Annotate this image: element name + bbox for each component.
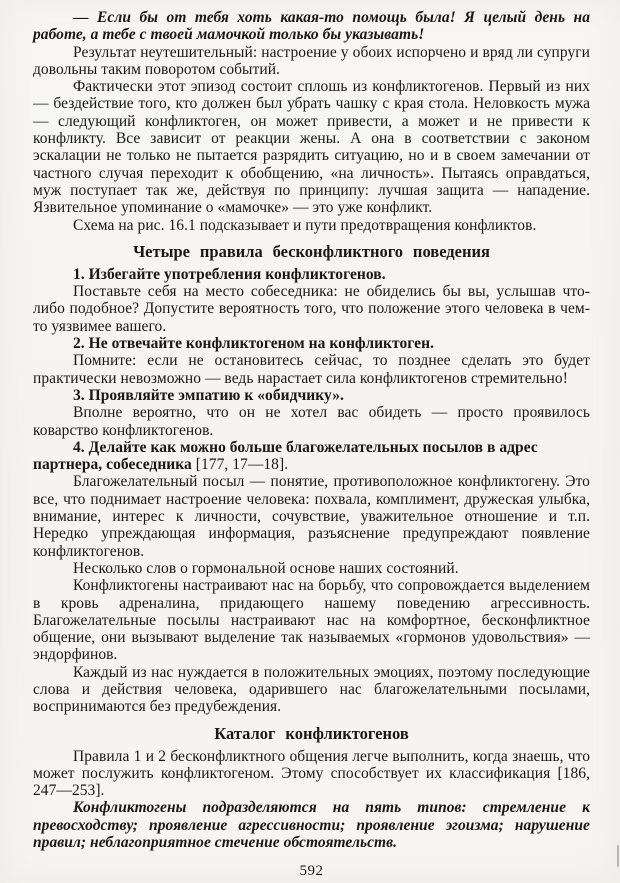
- paragraph-posyl-definition: Благожелательный посыл — понятие, противоположное конфликтогену. Это все, что поднимает настроение человека: похвала, комплимент, дружеская улыбка, внимание, интерес к личности, сочувствие, уважительное отношение и т.п. Нередко упреждающая информация, разъяснение предупреждают появление конфликтогенов.: [33, 473, 590, 560]
- scan-edge-artifact: [617, 845, 619, 867]
- rule-3-title: 3. Проявляйте эмпатию к «обидчику».: [73, 386, 344, 404]
- rule-1-body: Поставьте себя на место собеседника: не обиделись бы вы, услышав что-либо подобное? Допустите вероятность того, что положение этого человека в чем-то уязвимее вашего.: [33, 283, 590, 335]
- rule-1-title: 1. Избегайте употребления конфликтогенов.: [73, 265, 386, 283]
- section-heading-catalog: Каталог конфликтогенов: [214, 723, 409, 743]
- section-heading-four-rules: Четыре правила бесконфликтного поведения: [133, 241, 490, 261]
- paragraph-scheme-reference: Схема на рис. 16.1 подсказывает и пути предотвращения конфликтов.: [73, 216, 537, 234]
- rule-2-body: Помните: если не остановитесь сейчас, то позднее сделать это будет практически невозможно — ведь нарастает сила конфликтогенов стремительно!: [33, 352, 590, 387]
- paragraph-episode-analysis: Фактически этот эпизод состоит сплошь из конфликтогенов. Первый из них — бездействие того, кто должен был убрать чашку с края стола. Неловкость мужа — следующий конфликтоген, он может привести, а может и не привести к конфликту. Все зависит от реакции жены. А она в соответствии с законом эскалации не только не пытается разрядить ситуацию, но и в своем замечании от частного случая переходит к обобщению, «на личность». Пытаясь оправдаться, муж поступает так же, действуя по принципу: лучшая защита — нападение. Язвительное упоминание о «мамочке» — это уже конфликт.: [33, 78, 590, 217]
- rule-4-citation: [177, 17—18].: [195, 456, 289, 474]
- rule-4-title: [33, 439, 590, 474]
- paragraph-five-types: Конфликтогены подразделяются на пять типов: стремление к превосходству; проявление агрессивности; проявление эгоизма; нарушение правил; неблагоприятное стечение обстоятельств.: [33, 799, 590, 852]
- rule-2-title: 2. Не отвечайте конфликтогеном на конфликтоген.: [73, 335, 435, 353]
- paragraph-positive-emotions: Каждый из нас нуждается в положительных эмоциях, поэтому последующие слова и действия человека, одарившего нас благожелательными посылами, воспринимаются без предубеждения.: [33, 663, 590, 716]
- paragraph-result: Результат неутешительный: настроение у обоих испорчено и вряд ли супруги довольны таким поворотом событий.: [33, 43, 590, 78]
- paragraph-hormonal-intro: Несколько слов о гормональной основе наших состояний.: [73, 559, 459, 577]
- paragraph-dialog-quote: — Если бы от тебя хоть какая-то помощь была! Я целый день на работе, а тебе с твоей мамочкой только бы указывать!: [33, 9, 590, 44]
- rule-3-body: Вполне вероятно, что он не хотел вас обидеть — просто проявилось коварство конфликтогенов.: [33, 404, 590, 439]
- page-number: 592: [299, 863, 324, 880]
- paragraph-hormonal-basis: Конфликтогены настраивают нас на борьбу, что сопровождается выделением в кровь адреналина, придающего нашему поведению агрессивность. Благожелательные посылы настраивают нас на комфортное, бесконфликтное общение, они вызывают выделение так называемых «гормонов удовольствия» — эндорфинов.: [33, 577, 590, 664]
- rule-4-title-text: 4. Делайте как можно больше благожелательных посылов в адрес партнера, собеседника: [33, 438, 538, 474]
- paragraph-rules-classification: Правила 1 и 2 бесконфликтного общения легче выполнить, когда знаешь, что может послужить конфликтогеном. Этому способствует их классификация [186, 247—253].: [33, 747, 590, 800]
